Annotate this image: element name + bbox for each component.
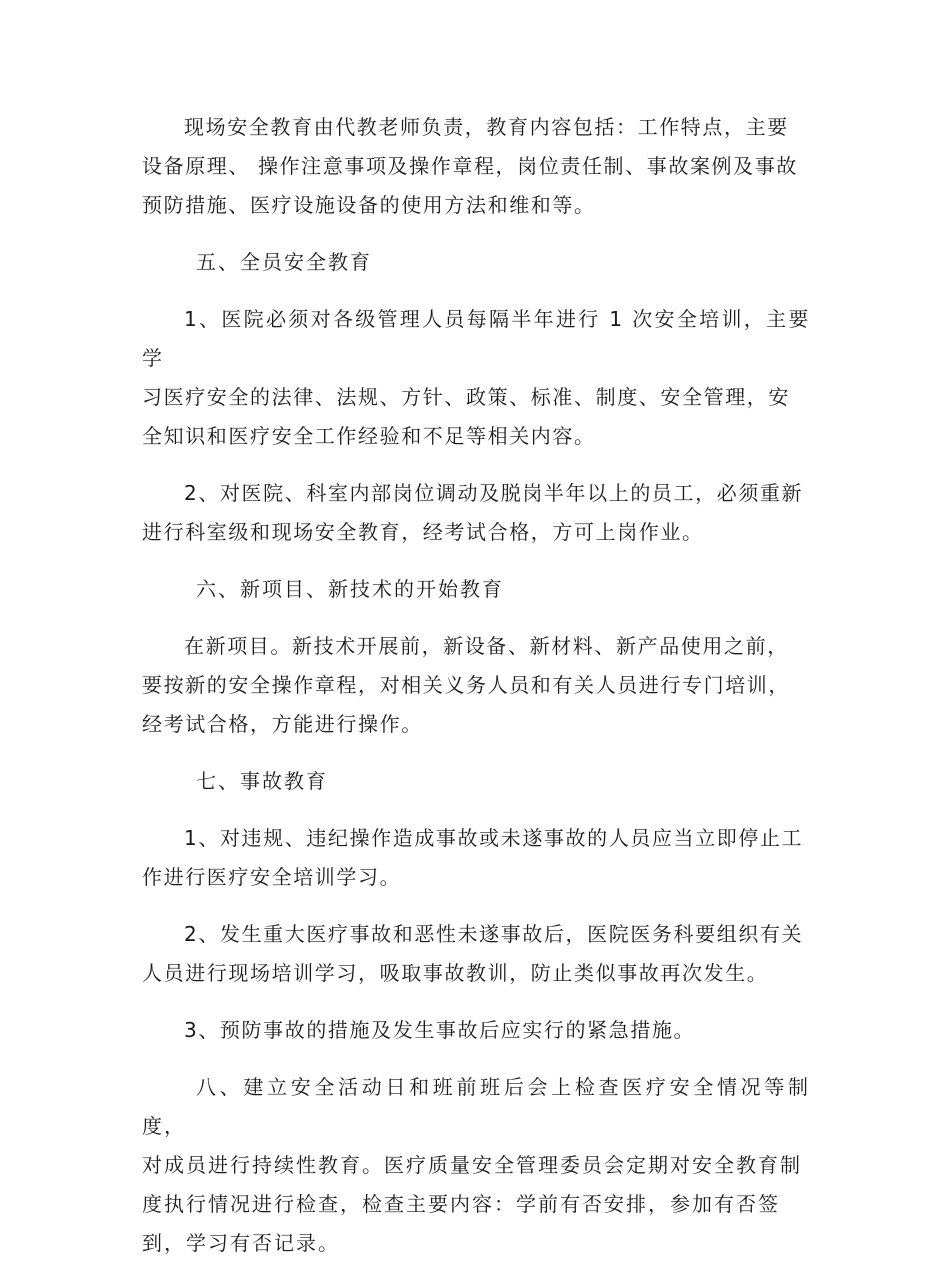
text-line: 度执行情况进行检查，检查主要内容：学前有否安排，参加有否签 xyxy=(142,1192,780,1216)
heading-text: 五、全员安全教育 xyxy=(196,250,372,274)
text-line: 人员进行现场培训学习，吸取事故教训，防止类似事故再次发生。 xyxy=(142,961,769,985)
text-line: 在新项目。新技术开展前，新设备、新材料、新产品使用之前， xyxy=(184,634,789,658)
text-line: 2、发生重大医疗事故和恶性未遂事故后，医院医务科要组织有关 xyxy=(184,922,804,946)
heading-text: 六、新项目、新技术的开始教育 xyxy=(196,577,504,601)
text-line: 习医疗安全的法律、法规、方针、政策、标准、制度、安全管理，安 xyxy=(142,385,790,409)
text-line: 1、对违规、违纪操作造成事故或未遂事故的人员应当立即停止工 xyxy=(184,826,804,850)
text-line: 要按新的安全操作章程，对相关义务人员和有关人员进行专门培训， xyxy=(142,673,790,697)
text-line: 1、医院必须对各级管理人员每隔半年进行 1 次安全培训，主要学 xyxy=(142,307,810,370)
list-item-5-1 xyxy=(142,300,810,456)
text-line: 到，学习有否记录。 xyxy=(142,1231,340,1255)
text-line: 设备原理、 操作注意事项及操作章程，岗位责任制、事故案例及事故 xyxy=(142,154,798,178)
text-line: 2、对医院、科室内部岗位调动及脱岗半年以上的员工，必须重新 xyxy=(184,481,804,505)
heading-text: 七、事故教育 xyxy=(196,769,328,793)
list-item-5-2 xyxy=(142,474,810,552)
section-heading-8 xyxy=(142,1068,810,1263)
text-line: 对成员进行持续性教育。医疗质量安全管理委员会定期对安全教育制 xyxy=(142,1153,802,1177)
paragraph-onsite-education xyxy=(142,108,810,225)
text-line: 3、预防事故的措施及发生事故后应实行的紧急措施。 xyxy=(184,1018,696,1042)
document-page xyxy=(142,108,810,1281)
text-line: 八、建立安全活动日和班前班后会上检查医疗安全情况等制度， xyxy=(142,1075,810,1138)
section-heading-6 xyxy=(142,570,810,609)
text-line: 经考试合格，方能进行操作。 xyxy=(142,712,423,736)
text-line: 现场安全教育由代教老师负责，教育内容包括：工作特点，主要 xyxy=(184,115,789,139)
section-heading-5 xyxy=(142,243,810,282)
list-item-7-3 xyxy=(142,1011,810,1050)
section-heading-7 xyxy=(142,762,810,801)
list-item-7-1 xyxy=(142,819,810,897)
text-line: 进行科室级和现场安全教育，经考试合格，方可上岗作业。 xyxy=(142,520,704,544)
text-line: 全知识和医疗安全工作经验和不足等相关内容。 xyxy=(142,424,596,448)
list-item-7-2 xyxy=(142,915,810,993)
text-line: 作进行医疗安全培训学习。 xyxy=(142,865,402,889)
paragraph-new-project-education xyxy=(142,627,810,744)
text-line: 预防措施、医疗设施设备的使用方法和维和等。 xyxy=(142,193,596,217)
